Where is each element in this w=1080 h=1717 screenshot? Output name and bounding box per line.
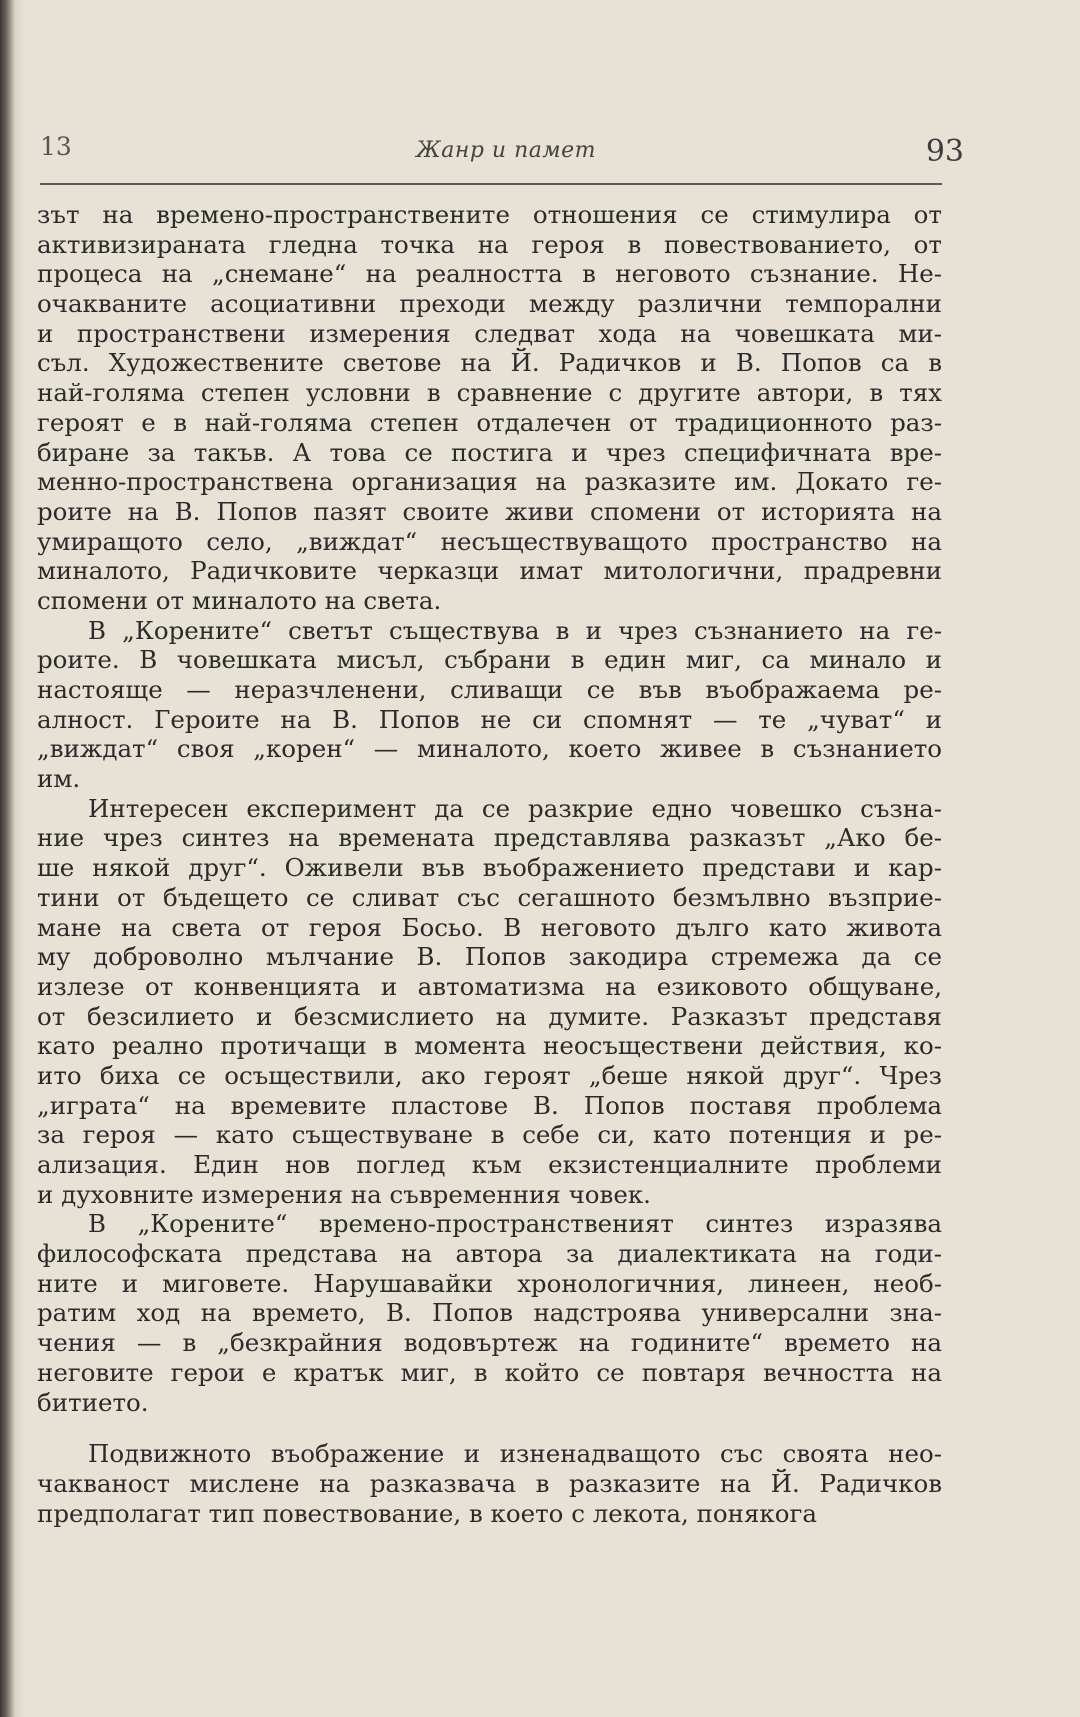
signature-mark: 13 <box>40 132 72 161</box>
text-line: като реално протичащи в момента неосъществени действия, ко- <box>37 1031 942 1061</box>
text-line: настояще — неразчленени, сливащи се във въображаема ре- <box>37 675 942 704</box>
text-line: неговите герои е кратък миг, в който се повтаря вечността на <box>37 1357 942 1387</box>
text-line: мане на света от героя Босьо. В неговото дълго като живота <box>37 912 942 942</box>
text-line: биране за такъв. А това се постига и чрез специфичната вре- <box>37 437 942 467</box>
text-line: Подвижното въображение и изненадващото със своята нео- <box>88 1439 942 1469</box>
text-line: ние чрез синтез на времената представлява разказът „Ако бе- <box>37 823 942 853</box>
paragraph <box>37 1439 942 1528</box>
text-line: за героя — като съществуване в себе си, като потенция и ре- <box>37 1120 942 1150</box>
text-line: ализация. Един нов поглед към екзистенциалните проблеми <box>37 1150 942 1179</box>
text-line: менно-пространствена организация на разказите им. Докато ге- <box>37 467 942 497</box>
text-line: съл. Художествените светове на Й. Радичков и В. Попов са в <box>37 348 942 378</box>
book-spine-shadow <box>0 0 14 1717</box>
text-line: ше някой друг“. Оживели във въображението представи и кар- <box>37 853 942 883</box>
text-line: излезе от конвенцията и автоматизма на езиковото общуване, <box>37 971 942 1001</box>
body-text <box>37 200 942 1528</box>
text-line: чения — в „безкрайния водовъртеж на годините“ времето на <box>37 1328 942 1358</box>
text-line: „виждат“ своя „корен“ — миналото, което живее в съзнанието <box>37 734 942 764</box>
text-line: и духовните измерения на съвременния човек. <box>37 1179 651 1209</box>
text-line: процеса на „снемане“ на реалността в неговото съзнание. Не- <box>37 259 942 289</box>
page-header <box>40 128 972 168</box>
text-line: В „Корените“ светът съществува в и чрез съзнанието на ге- <box>88 615 942 645</box>
text-line: тини от бъдещето се сливат със сегашното безмълвно възприе- <box>37 882 942 912</box>
text-line: предполагат тип повествование, в което с лекота, понякога <box>37 1498 817 1528</box>
text-line: им. <box>37 764 81 794</box>
text-line: спомени от миналото на света. <box>37 585 442 615</box>
text-line: героят е в най-голяма степен отдалечен от традиционното раз- <box>37 407 942 437</box>
text-line: зът на времено-пространствените отношения се стимулира от <box>37 200 942 229</box>
text-line: чакваност мислене на разказвача в разказите на Й. Радичков <box>37 1468 942 1498</box>
text-line: му доброволно мълчание В. Попов закодира стремежа да се <box>37 942 942 972</box>
text-line: философската представа на автора за диалектиката на годи- <box>37 1239 942 1269</box>
text-line: и пространствени измерения следват хода на човешката ми- <box>37 318 942 348</box>
paragraph <box>37 794 942 1210</box>
text-line: активизираната гледна точка на героя в повествованието, от <box>37 229 942 259</box>
text-line: роите на В. Попов пазят своите живи спомени от историята на <box>37 496 942 526</box>
text-line: алност. Героите на В. Попов не си спомнят — те „чуват“ и <box>37 704 942 734</box>
text-line: ните и миговете. Нарушавайки хронологичния, линеен, необ- <box>37 1268 942 1298</box>
text-line: ито биха се осъществили, ако героят „беше някой друг“. Чрез <box>37 1060 942 1090</box>
text-line: В „Корените“ времено-пространственият синтез изразява <box>88 1209 942 1239</box>
page-number: 93 <box>925 134 964 169</box>
paragraph <box>37 616 942 794</box>
page-gutter <box>14 0 24 1717</box>
paragraph <box>37 200 942 616</box>
text-line: Интересен експеримент да се разкрие едно човешко съзна- <box>88 793 942 823</box>
header-rule <box>40 183 942 185</box>
paragraph-gap <box>37 1417 942 1439</box>
text-line: роите. В човешката мисъл, събрани в един миг, са минало и <box>37 645 942 675</box>
paragraph <box>37 1209 942 1417</box>
text-line: умиращото село, „виждат“ несъществуващото пространство на <box>37 526 942 556</box>
running-title: Жанр и памет <box>416 138 596 163</box>
text-line: очакваните асоциативни преходи между различни темпорални <box>37 289 942 319</box>
text-line: „играта“ на времевите пластове В. Попов поставя проблема <box>37 1090 942 1120</box>
text-line: от безсилието и безсмислието на думите. Разказът представя <box>37 1001 942 1031</box>
text-line: битието. <box>37 1387 149 1417</box>
text-line: миналото, Радичковите черказци имат митологични, прадревни <box>37 556 942 586</box>
text-line: ратим ход на времето, В. Попов надстроява универсални зна- <box>37 1298 942 1328</box>
text-line: най-голяма степен условни в сравнение с другите автори, в тях <box>37 378 942 408</box>
